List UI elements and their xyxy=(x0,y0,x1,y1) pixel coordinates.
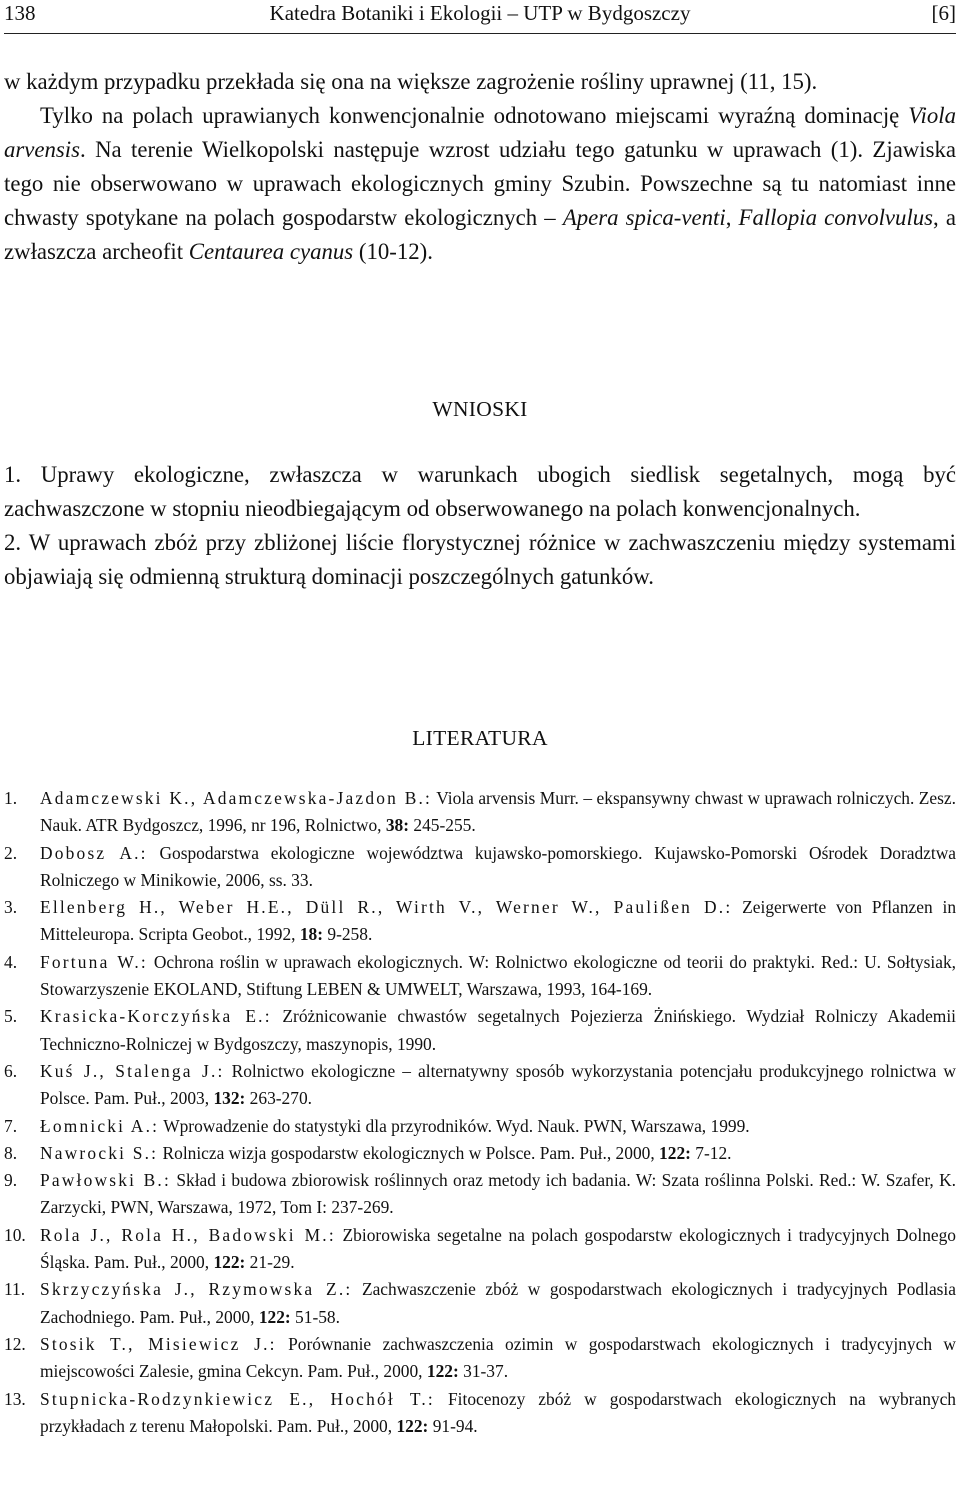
reference-entry xyxy=(4,949,956,1004)
reference-text: Fitocenozy zbóż w gospodarstwach ekologicznych na wybranych przykładach z terenu Małopolski. Pam. Puł., 2000, xyxy=(40,1388,956,1436)
reference-entry xyxy=(4,1222,956,1277)
reference-volume: 122: xyxy=(258,1306,291,1327)
reference-number: 12. xyxy=(4,1333,26,1354)
reference-pages: 31-37. xyxy=(458,1361,509,1382)
body-text xyxy=(4,65,956,270)
species-name: Centaurea cyanus xyxy=(188,239,354,265)
reference-number: 5. xyxy=(4,1006,18,1027)
reference-entry xyxy=(4,1113,956,1140)
reference-number: 8. xyxy=(4,1142,18,1163)
reference-number: 13. xyxy=(4,1388,26,1409)
reference-pages: 9-258. xyxy=(323,924,373,945)
paragraph-1: w każdym przypadku przekłada się ona na większe zagrożenie rośliny uprawnej (11, 15). xyxy=(4,69,818,94)
conclusion-item: 2. W uprawach zbóż przy zbliżonej liście florystycznej różnice w zachwaszczeniu między systemami objawiają się odmienną strukturą dominacji poszczególnych gatunków. xyxy=(4,530,956,590)
reference-volume: 38: xyxy=(385,815,410,836)
reference-authors: Stupnicka-Rodzynkiewicz E., Hochół T.: xyxy=(40,1388,435,1409)
reference-text: Ochrona roślin w uprawach ekologicznych. W: Rolnictwo ekologiczne od teorii do praktyki. Red.: U. Sołtysiak, Stowarzyszenie EKOLAND, Stiftung LEBEN & UMWELT, Warszawa, 1993, 164-169. xyxy=(40,951,956,1000)
reference-list xyxy=(4,785,956,1440)
reference-pages: 91-94. xyxy=(428,1415,478,1436)
reference-text: Zróżnicowanie chwastów segetalnych Pojezierza Żnińskiego. Wydział Rolniczy Akademii Techniczno-Rolniczej w Bydgoszczy, maszynopis, 1990. xyxy=(40,1006,957,1054)
reference-authors: Krasicka-Korczyńska E.: xyxy=(40,1006,272,1027)
reference-text: Skład i budowa zbiorowisk roślinnych oraz metody ich badania. W: Szata roślinna Polski. Red.: W. Szafer, K. Zarzycki, PWN, Warszawa, 1972, Tom I: 237-269. xyxy=(40,1170,956,1218)
reference-text: Rolnicza wizja gospodarstw ekologicznych w Polsce. Pam. Puł., 2000, xyxy=(158,1142,660,1163)
reference-volume: 122: xyxy=(659,1142,691,1163)
reference-entry xyxy=(4,1003,956,1058)
reference-number: 10. xyxy=(4,1224,26,1245)
reference-volume: 18: xyxy=(299,924,324,945)
reference-text: Porównanie zachwaszczenia ozimin w gospodarstwach ekologicznych i tradycyjnych w miejscowości Zalesie, gmina Cekcyn. Pam. Puł., 2000, xyxy=(40,1333,956,1382)
reference-text: Wprowadzenie do statystyki dla przyrodników. Wyd. Nauk. PWN, Warszawa, 1999. xyxy=(159,1115,750,1136)
reference-pages: 51-58. xyxy=(290,1306,340,1327)
species-name: Viola arvensis xyxy=(4,103,956,163)
reference-authors: Rola J., Rola H., Badowski M.: xyxy=(40,1224,336,1245)
reference-number: 9. xyxy=(4,1170,18,1191)
reference-authors: Łomnicki A.: xyxy=(40,1115,160,1136)
conclusion-item: 1. Uprawy ekologiczne, zwłaszcza w warunkach ubogich siedlisk segetalnych, mogą być zachwaszczone w stopniu nieodbiegającym od obserwowanego na polach konwencjonalnych. xyxy=(4,462,956,522)
reference-text: Zachwaszczenie zbóż w gospodarstwach ekologicznych i tradycyjnych Podlasia Zachodniego. Pam. Puł., 2000, xyxy=(40,1279,956,1327)
section-tag: [6] xyxy=(931,1,956,25)
reference-entry xyxy=(4,1167,956,1222)
reference-volume: 122: xyxy=(426,1361,459,1382)
running-title: Katedra Botaniki i Ekologii – UTP w Bydgoszczy xyxy=(269,1,691,25)
reference-number: 2. xyxy=(4,842,18,863)
reference-authors: Stosik T., Misiewicz J.: xyxy=(40,1333,277,1354)
reference-authors: Adamczewski K., Adamczewska-Jazdon B.: xyxy=(40,788,433,808)
reference-pages: 245-255. xyxy=(409,815,476,836)
reference-entry xyxy=(4,894,956,949)
reference-authors: Nawrocki S.: xyxy=(40,1142,159,1163)
species-name: Fallopia convolvulus xyxy=(738,205,934,231)
reference-authors: Kuś J., Stalenga J.: xyxy=(40,1060,225,1081)
literature-heading: LITERATURA xyxy=(412,726,548,750)
reference-authors: Pawłowski B.: xyxy=(40,1170,172,1191)
reference-entry xyxy=(4,1058,956,1113)
reference-volume: 132: xyxy=(213,1088,246,1109)
reference-entry xyxy=(4,840,956,895)
reference-pages: 21-29. xyxy=(245,1252,295,1273)
reference-volume: 122: xyxy=(396,1415,429,1436)
reference-text: Zbiorowiska segetalne na polach gospodarstw ekologicznych i tradycyjnych Dolnego Śląska. Pam. Puł., 2000, xyxy=(40,1224,957,1273)
reference-authors: Fortuna W.: xyxy=(40,951,148,972)
reference-entry xyxy=(4,1276,956,1331)
conclusions-heading: WNIOSKI xyxy=(432,397,528,421)
species-name: Apera spica-venti xyxy=(562,205,726,231)
reference-number: 6. xyxy=(4,1060,18,1081)
reference-entry xyxy=(4,785,956,840)
reference-text: Viola arvensis Murr. – ekspansywny chwast w uprawach rolniczych. Zesz. Nauk. ATR Bydgoszcz, 1996, nr 196, Rolnictwo, xyxy=(40,788,956,836)
reference-text: Gospodarstwa ekologiczne województwa kujawsko-pomorskiego. Kujawsko-Pomorski Ośrodek Doradztwa Rolniczego w Minikowie, 2006, ss. 33. xyxy=(40,842,956,890)
reference-number: 3. xyxy=(4,897,18,918)
page-number: 138 xyxy=(4,1,36,25)
reference-pages: 263-270. xyxy=(245,1088,312,1109)
reference-entry xyxy=(4,1331,956,1386)
reference-text: Rolnictwo ekologiczne – alternatywny sposób wykorzystania potencjału produkcyjnego rolnictwa w Polsce. Pam. Puł., 2003, xyxy=(40,1060,956,1109)
conclusions-list xyxy=(4,458,956,594)
reference-entry xyxy=(4,1140,956,1167)
reference-entry xyxy=(4,1386,956,1441)
reference-authors: Skrzyczyńska J., Rzymowska Z.: xyxy=(40,1279,353,1300)
reference-volume: 122: xyxy=(213,1252,246,1273)
paragraph-2: Tylko na polach uprawianych konwencjonalnie odnotowano miejscami wyraźną dominację Viola arvensis. Na terenie Wielkopolski następuje wzrost udziału tego gatunku w uprawach (1). Zjawiska tego nie obserwowano w uprawach ekologicznych gminy Szubin. Powszechne są tu natomiast inne chwasty spotykane na polach gospodarstw ekologicznych – Apera spica-venti, Fallopia convolvulus, a zwłaszcza archeofit Centaurea cyanus (10-12). xyxy=(4,103,956,265)
running-header xyxy=(4,0,956,30)
reference-pages: 7-12. xyxy=(690,1142,732,1163)
reference-authors: Dobosz A.: xyxy=(40,842,148,863)
reference-number: 7. xyxy=(4,1115,18,1136)
reference-number: 11. xyxy=(4,1279,26,1300)
header-rule xyxy=(4,33,956,34)
reference-text: Zeigerwerte von Pflanzen in Mitteleuropa. Scripta Geobot., 1992, xyxy=(40,897,957,945)
reference-authors: Ellenberg H., Weber H.E., Düll R., Wirth V., Werner W., Paulißen D.: xyxy=(40,897,733,918)
reference-number: 1. xyxy=(4,788,18,808)
reference-number: 4. xyxy=(4,951,18,972)
